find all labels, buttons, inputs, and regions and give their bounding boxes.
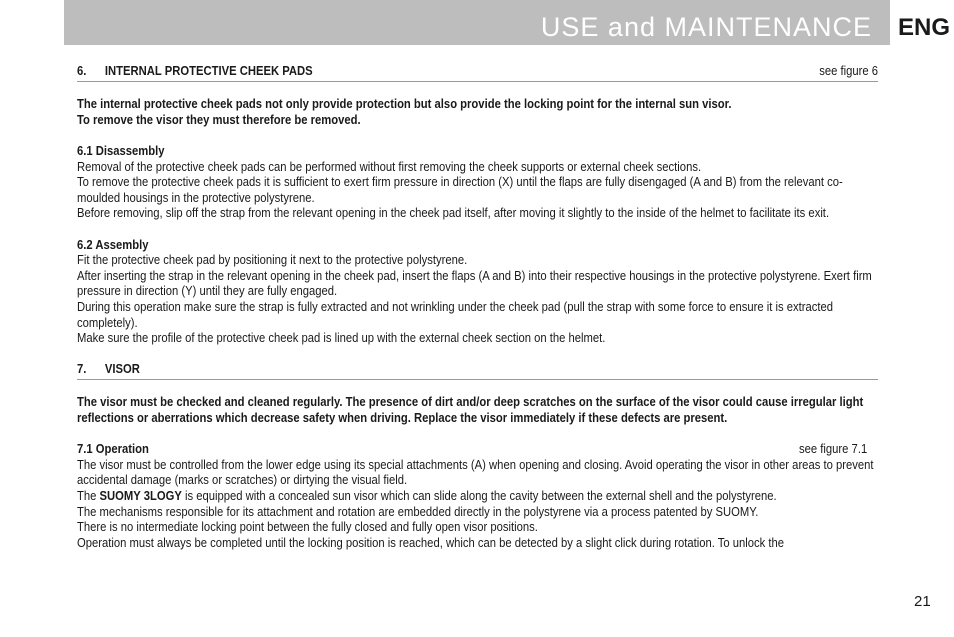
section-6-intro-2: To remove the visor they must therefore be removed. [77,112,361,127]
operation-heading-row [77,442,878,458]
operation-paragraph-4: There is no intermediate locking point between the fully closed and fully open visor positions. [77,520,538,535]
operation-paragraph-1: The visor must be controlled from the lower edge using its special attachments (A) when opening and closing. Avoid operating the visor in other areas to prevent accidental damage (marks or scratches) or dirtying the visual field. [77,457,874,488]
assembly-paragraph-2: After inserting the strap in the relevant opening in the cheek pad, insert the flaps (A and B) into their respective housings in the protective polystyrene. Exert firm pressure in direction (Y) until they are fully engaged. [77,268,872,299]
disassembly-paragraph-2: To remove the protective cheek pads it is sufficient to exert firm pressure in direction (X) until the flaps are fully disengaged (A and B) from the relevant co-moulded housings in the protective polystyrene. [77,175,843,205]
page-number: 21 [914,593,931,610]
disassembly-heading: 6.1 Disassembly [77,143,165,158]
operation-heading: 7.1 Operation [77,442,149,457]
language-badge: ENG [898,14,951,41]
assembly-paragraph-1: Fit the protective cheek pad by positioning it next to the protective polystyrene. [77,253,468,268]
section-6-number: 6. [77,64,87,78]
section-7-intro: The visor must be checked and cleaned regularly. The presence of dirt and/or deep scratches on the surface of the visor could cause irregular light reflections or aberrations which decrease safety when driving. Replace the visor immediately if these defects are present. [77,395,864,426]
operation-p2-lead: The [77,489,97,504]
section-7-number: 7. [77,362,87,377]
assembly-paragraph-3: During this operation make sure the strap is fully extracted and not wrinkling under the cheek pad (pull the strap with some force to ensure it is extracted completely). [77,299,834,330]
product-name: SUOMY 3LOGY [99,489,182,504]
operation-paragraph-5: Operation must always be completed until the locking position is reached, which can be detected by a slight click during rotation. To unlock the [77,535,785,550]
disassembly-paragraph-1: Removal of the protective cheek pads can be performed without first removing the cheek supports or external cheek sections. [77,159,702,174]
assembly-heading: 6.2 Assembly [77,237,149,252]
section-7-heading [77,362,878,380]
header-bar [64,0,890,45]
header-title: USE and MAINTENANCE [540,12,872,42]
operation-figure-ref: see figure 7.1 [799,442,868,457]
section-6-heading [77,64,878,82]
section-6-title: INTERNAL PROTECTIVE CHEEK PADS [104,64,313,78]
operation-p2-rest: is equipped with a concealed sun visor which can slide along the cavity between the external shell and the polystyrene. [184,489,777,504]
operation-paragraph-2 [77,489,878,505]
disassembly-paragraph-3: Before removing, slip off the strap from the relevant opening in the cheek pad itself, after moving it slightly to the inside of the helmet to facilitate its exit. [77,206,830,221]
operation-paragraph-3: The mechanisms responsible for its attachment and rotation are embedded directly in the polystyrene via a process patented by SUOMY. [77,504,759,519]
section-7-title: VISOR [104,362,140,377]
section-6-figure-ref: see figure 6 [819,64,878,78]
section-6-intro-1: The internal protective cheek pads not only provide protection but also provide the locking point for the internal sun visor. [77,97,732,112]
page-content [77,64,878,551]
assembly-paragraph-4: Make sure the profile of the protective cheek pad is lined up with the external cheek section on the helmet. [77,331,606,346]
